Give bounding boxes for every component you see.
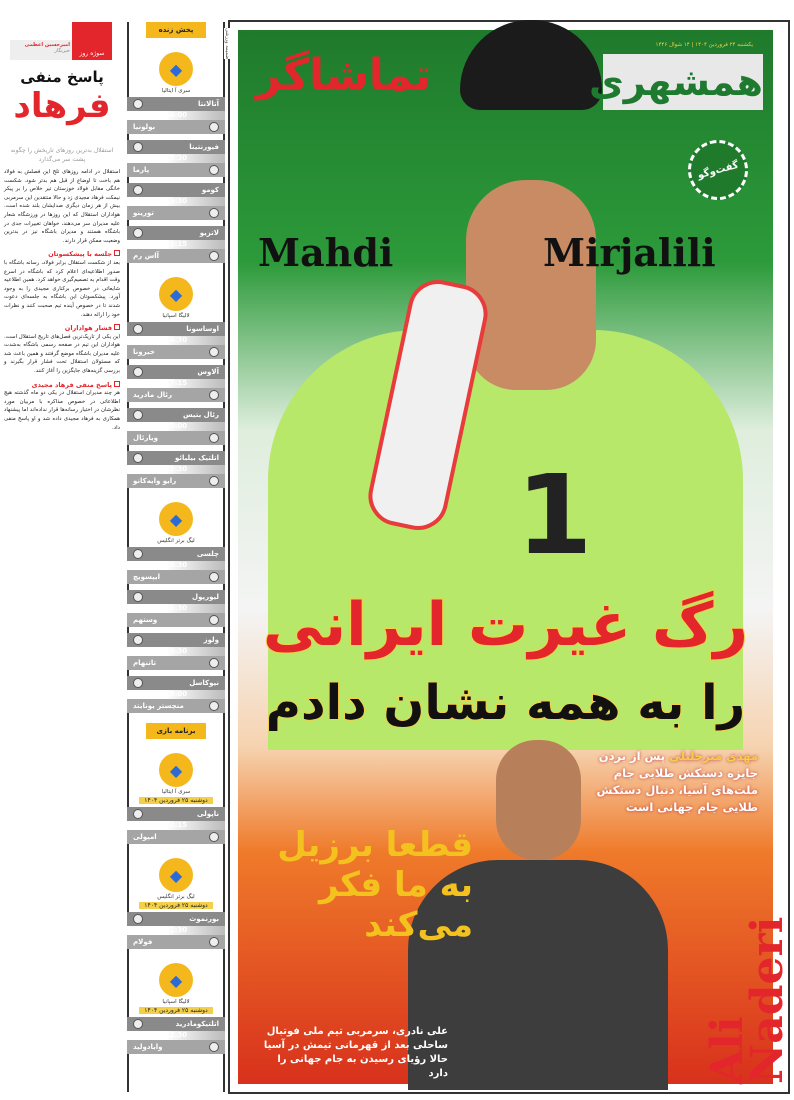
side-label: ضمیمه ورزشی bbox=[224, 28, 230, 60]
paragraph: هر چند مدیران استقلال در یکی دو ماه گذشته هیچ اطلاعاتی در خصوص مذاکره با مربیان مورد نظرشان در اختیار رسانه‌ها قرار نداده‌اند اما پیشنهاد همکاری به فرهاد مجیدی داده شد و او پاسخ منفی داد. bbox=[4, 390, 120, 431]
article-headline: فرهاد bbox=[13, 86, 111, 126]
coach-name-vertical: Ali Naderi bbox=[702, 916, 793, 1084]
team-crest-icon bbox=[209, 937, 219, 947]
team-crest-icon bbox=[133, 549, 143, 559]
coach-caption: علی نادری، سرمربی تیم ملی فوتبال ساحلی بعد از قهرمانی تیمش در آسیا حالا رؤیای رسیدن به جام جهانی را دارد bbox=[263, 1026, 448, 1079]
masthead-supplement-logo: تماشاگر bbox=[256, 50, 432, 101]
home-team: آتالانتا bbox=[198, 100, 219, 108]
league-name: لالیگا اسپانیا bbox=[162, 313, 190, 319]
paragraph: استقلال در ادامه روزهای تلخ این فصلش به فولاد هم باخت تا اوضاع از قبل هم بدتر شود. شکست خانگی مقابل فولاد خوزستان تیر خلاص را بر پیکر نیمکت فرهاد مجیدی زد و حالا منتقدین این سرمربی بیش از هر زمان دیگری صدایشان بلند شده است. هواداران استقلال که این روزها در ورزشگاه شعار علیه مدیران سر می‌دهند، خواهان تغییرات جدی در باشگاه هستند و مدیران باشگاه نیز در بدترین وضعیت ممکن قرار دارند. bbox=[4, 169, 120, 244]
team-crest-icon bbox=[133, 228, 143, 238]
kickoff-time: 22:30 bbox=[127, 1031, 225, 1040]
match-row bbox=[127, 547, 225, 584]
match-row bbox=[127, 408, 225, 445]
home-team: فیورنتینا bbox=[189, 143, 219, 151]
team-crest-icon bbox=[133, 367, 143, 377]
home-team: رئال بتیس bbox=[182, 411, 219, 419]
match-date: دوشنبه ۲۵ فروردین ۱۴۰۴ bbox=[139, 1007, 213, 1014]
cover-art bbox=[238, 30, 793, 1084]
caption-text: پس از بردن جایزه دستکش طلایی جام ملت‌های آسیا، دنبال دستکش طلایی جام جهانی است bbox=[596, 749, 758, 814]
kickoff-time: 16:30 bbox=[127, 561, 225, 570]
team-crest-icon bbox=[209, 476, 219, 486]
author-name: امیرحسین اعظمی bbox=[24, 42, 70, 48]
player-head bbox=[466, 180, 596, 390]
shirt-number: 1 bbox=[516, 451, 593, 579]
home-team: کومو bbox=[201, 186, 219, 194]
checkbox-icon bbox=[114, 381, 120, 387]
caption-highlight: مهدی میرجلیلی bbox=[669, 749, 758, 763]
home-team: بورنموث bbox=[189, 915, 219, 923]
home-team: ناپولی bbox=[197, 810, 219, 818]
kickoff-time: 17:15 bbox=[127, 379, 225, 388]
kickoff-time: 14:30 bbox=[127, 336, 225, 345]
away-team: تورینو bbox=[133, 209, 154, 217]
league-block bbox=[129, 277, 223, 488]
match-row bbox=[127, 97, 225, 134]
team-crest-icon bbox=[133, 410, 143, 420]
subhead bbox=[4, 324, 120, 333]
team-crest-icon bbox=[133, 635, 143, 645]
team-crest-icon bbox=[209, 122, 219, 132]
team-crest-icon bbox=[209, 701, 219, 711]
kickoff-time: 22:15 bbox=[127, 821, 225, 830]
match-row bbox=[127, 633, 225, 670]
match-row bbox=[127, 451, 225, 488]
match-schedule-column bbox=[127, 22, 225, 1092]
subhead bbox=[4, 250, 120, 259]
kickoff-time: 22:30 bbox=[127, 465, 225, 474]
away-team: آاس رم bbox=[133, 252, 160, 260]
home-team: اتلتیک بیلبائو bbox=[174, 454, 219, 462]
team-crest-icon bbox=[209, 251, 219, 261]
away-team: ویارئال bbox=[133, 434, 158, 442]
match-row bbox=[127, 322, 225, 359]
team-crest-icon bbox=[133, 142, 143, 152]
main-headline: رگ غیرت ایرانی bbox=[262, 590, 749, 660]
team-crest-icon bbox=[209, 347, 219, 357]
player-caption bbox=[588, 748, 758, 816]
away-team: منچستر یونایتد bbox=[133, 702, 184, 710]
live-tag: پخش زنده bbox=[146, 22, 206, 38]
match-row bbox=[127, 183, 225, 220]
home-team: لاتزیو bbox=[199, 229, 219, 237]
team-crest-icon bbox=[133, 592, 143, 602]
team-crest-icon bbox=[133, 914, 143, 924]
away-team: پارما bbox=[133, 166, 150, 174]
home-team: ولوز bbox=[203, 636, 219, 644]
paragraph: این یکی از تاریک‌ترین فصل‌های تاریخ استقلال است. هواداران این تیم در صفحه رسمی باشگاه به‌شدت علیه مدیران باشگاه موضع گرفتند و همین باعث شد که مسئولان استقلال تحت فشار قرار بگیرند و بررسی گزینه‌های جایگزین را آغاز کنند. bbox=[4, 333, 120, 375]
away-team: بولونیا bbox=[133, 123, 156, 131]
team-crest-icon bbox=[133, 324, 143, 334]
match-row bbox=[127, 1017, 225, 1054]
dateline: یکشنبه ۲۴ فروردین ۱۴۰۴ | ۱۴ شوال ۱۴۴۶ bbox=[655, 42, 753, 48]
match-row bbox=[127, 676, 225, 713]
home-team: چلسی bbox=[196, 550, 219, 558]
team-crest-icon bbox=[209, 1042, 219, 1052]
match-date: دوشنبه ۲۵ فروردین ۱۴۰۴ bbox=[139, 902, 213, 909]
league-block bbox=[129, 52, 223, 263]
team-crest-icon bbox=[133, 185, 143, 195]
kickoff-time: 19:00 bbox=[127, 690, 225, 699]
team-crest-icon bbox=[133, 453, 143, 463]
cover-page bbox=[224, 20, 793, 1094]
laliga-logo-icon: ◆ bbox=[159, 963, 193, 997]
team-crest-icon bbox=[209, 832, 219, 842]
team-crest-icon bbox=[133, 99, 143, 109]
player-first-name: Mahdi bbox=[258, 230, 394, 275]
kickoff-time: 16:30 bbox=[127, 154, 225, 163]
kickoff-time: 22:15 bbox=[127, 240, 225, 249]
team-crest-icon bbox=[133, 809, 143, 819]
league-name: سری آ ایتالیا bbox=[161, 88, 191, 94]
premier-league-logo-icon: ◆ bbox=[159, 858, 193, 892]
match-row bbox=[127, 912, 225, 949]
author-box bbox=[10, 40, 72, 60]
author-role: خبرنگار bbox=[54, 48, 70, 54]
away-team: ایپسویچ bbox=[133, 573, 161, 581]
match-row bbox=[127, 365, 225, 402]
home-team: اوساسونا bbox=[186, 325, 219, 333]
article-body bbox=[4, 168, 120, 432]
masthead-logo: همشهری bbox=[603, 54, 763, 110]
league-name: سری آ ایتالیا bbox=[161, 789, 191, 795]
away-team: فولام bbox=[133, 938, 153, 946]
match-row bbox=[127, 590, 225, 627]
league-block bbox=[129, 753, 223, 844]
away-team: خیرونا bbox=[133, 348, 155, 356]
paragraph: بعد از شکست استقلال برابر فولاد، رسانه باشگاه با صدور اطلاعیه‌ای اعلام کرد که باشگاه در اسرع وقت اقدام به تصمیم‌گیری خواهد کرد. همین اطلاعیه شایعاتی در خصوص برکناری مجیدی را به وجود آورد. پیشکسوتان این باشگاه به جلسه‌ای دعوت شدند تا در خصوص آینده تیم صحبت کنند و نظرات خود را ارائه دهند. bbox=[4, 259, 120, 318]
team-crest-icon bbox=[209, 572, 219, 582]
away-team: رایو وایه‌کانو bbox=[133, 477, 177, 485]
team-crest-icon bbox=[209, 433, 219, 443]
article-subtitle: استقلال بدترین روزهای تاریخش را چگونه پشت سر می‌گذارد bbox=[10, 147, 114, 163]
kickoff-time: 20:00 bbox=[127, 422, 225, 431]
checkbox-icon bbox=[114, 324, 120, 330]
serie-a-logo-icon: ◆ bbox=[159, 753, 193, 787]
team-crest-icon bbox=[209, 165, 219, 175]
home-team: اتلتیکومادرید bbox=[175, 1020, 219, 1028]
team-crest-icon bbox=[209, 615, 219, 625]
team-crest-icon bbox=[133, 678, 143, 688]
kickoff-time: 16:30 bbox=[127, 604, 225, 613]
section-tag: سوژه روز bbox=[72, 22, 112, 60]
premier-league-logo-icon: ◆ bbox=[159, 502, 193, 536]
away-team: امپولی bbox=[133, 833, 157, 841]
team-crest-icon bbox=[209, 658, 219, 668]
away-team: وستهم bbox=[133, 616, 158, 624]
kickoff-time: 19:30 bbox=[127, 197, 225, 206]
coach-quote: قطعا برزیل به ما فکر می‌کند bbox=[277, 825, 473, 945]
home-team: نیوکاسل bbox=[189, 679, 219, 687]
league-name: لالیگا اسپانیا bbox=[162, 999, 190, 1005]
kickoff-time: 14:00 bbox=[127, 111, 225, 120]
home-team: آلاوس bbox=[197, 368, 219, 376]
league-name: لیگ برتر انگلیس bbox=[157, 894, 195, 900]
subhead-text: پاسخ منفی فرهاد مجیدی bbox=[31, 380, 112, 389]
home-team: لیورپول bbox=[192, 593, 219, 601]
team-crest-icon bbox=[209, 390, 219, 400]
subhead-text: فشار هواداران bbox=[64, 324, 112, 333]
match-row bbox=[127, 140, 225, 177]
league-block bbox=[129, 963, 223, 1054]
subhead-text: جلسه با پیشکسوتان bbox=[48, 250, 112, 259]
league-block bbox=[129, 858, 223, 949]
main-headline-2: را به همه نشان دادم bbox=[265, 675, 746, 731]
away-team: وایادولید bbox=[133, 1043, 163, 1051]
away-team: رئال مادرید bbox=[133, 391, 173, 399]
checkbox-icon bbox=[114, 250, 120, 256]
match-date: دوشنبه ۲۵ فروردین ۱۴۰۴ bbox=[139, 797, 213, 804]
league-name: لیگ برتر انگلیس bbox=[157, 538, 195, 544]
team-crest-icon bbox=[133, 1019, 143, 1029]
kickoff-time: 16:30 bbox=[127, 647, 225, 656]
player-last-name: Mirjalili bbox=[543, 230, 716, 275]
match-row bbox=[127, 226, 225, 263]
league-block bbox=[129, 502, 223, 713]
kickoff-time: 22:30 bbox=[127, 926, 225, 935]
article-kicker: پاسخ منفی bbox=[20, 68, 104, 86]
laliga-logo-icon: ◆ bbox=[159, 277, 193, 311]
program-tag: برنامه بازی bbox=[146, 723, 206, 739]
serie-a-logo-icon: ◆ bbox=[159, 52, 193, 86]
player-hair bbox=[460, 20, 602, 110]
interview-stamp: گفت‌وگو bbox=[681, 133, 754, 206]
coach-head bbox=[496, 740, 581, 860]
away-team: تاتنهام bbox=[133, 659, 157, 667]
team-crest-icon bbox=[209, 208, 219, 218]
subhead bbox=[4, 381, 120, 390]
left-article bbox=[4, 22, 120, 1092]
match-row bbox=[127, 807, 225, 844]
